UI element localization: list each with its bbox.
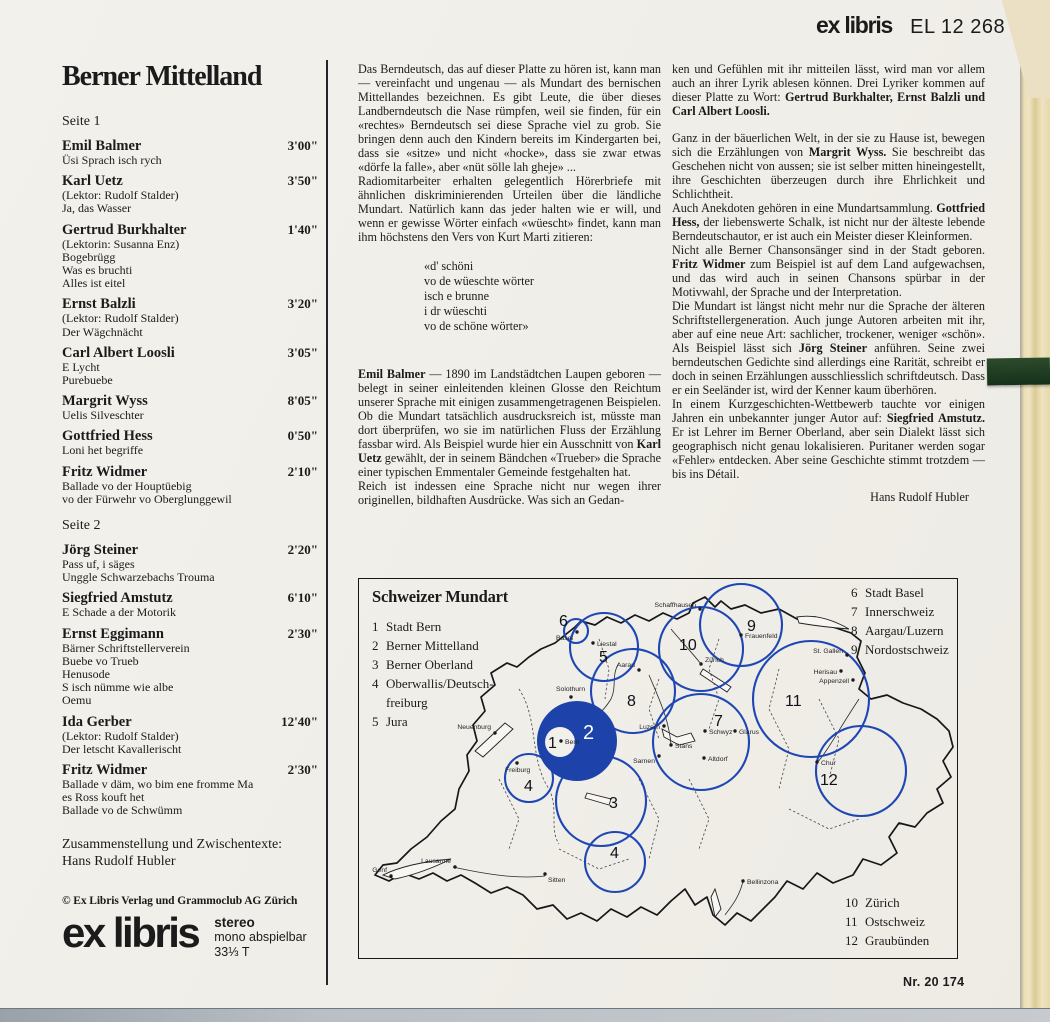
region-number: 3 [609,795,618,812]
track-item [62,222,318,291]
track-head [62,590,318,606]
region-number: 4 [524,778,533,795]
track-artist: Fritz Widmer [62,463,148,480]
city-dot [389,874,392,877]
track-lines: (Lektorin: Susanna Enz) Bogebrügg Was es bruchti Alles ist eitel [62,236,180,291]
kurt-marti-verse: «d' schöni vo de wüeschte wörter isch e brunne i dr wüeschti vo de schöne wörter» [424,259,534,333]
city-label: Zürich [705,657,724,664]
author-signature: Hans Rudolf Hubler [870,490,969,504]
legend-label: Graubünden [865,933,930,948]
river-rhone [453,867,545,877]
legend-number: 5 [372,714,379,729]
region-number: 9 [747,618,756,635]
track-head [62,173,318,189]
track-lines: E Lycht Purebuebe [62,359,113,388]
legend-number: 10 [845,895,858,910]
city-dot [703,729,706,732]
city-label: Aarau [616,662,635,669]
album-title: Berner Mittelland [62,61,262,92]
city-label: St. Gallen [813,648,843,655]
legend-label: Nordostschweiz [865,642,949,657]
track-item [62,542,318,584]
lake-constance [797,616,849,629]
track-item [62,138,318,167]
track-duration: 3'05" [287,344,318,360]
track-lines: (Lektor: Rudolf Stalder) Ja, das Wasser [62,188,179,216]
legend-number: 12 [845,933,858,948]
side2-tracks [62,542,318,818]
map-legend-left [372,617,504,731]
legend-item [851,640,949,659]
spec-mono: mono abspielbar [214,930,307,945]
legend-label: Stadt Bern [386,619,442,634]
track-duration: 2'30" [287,762,318,778]
canton-border [769,669,789,789]
legend-item [372,636,504,655]
city-dot [657,754,660,757]
exlibris-logo: ex libris [816,12,893,38]
legend-item [851,602,949,621]
format-specs [214,913,306,960]
continuation-paragraph: ken und Gefühlen mit ihr mitteilen lässt, wird man vor allem auch an ihrer Lyrik ablesen können. Drei Lyriker kommen auf dieser Platte zu Wort: Gertrud Burkhalter, Ernst Balzli und Carl Albert Loosli. [672,62,985,118]
legend-number: 8 [851,623,858,638]
legend-label: Oberwallis/Deutsch-freiburg [386,676,494,710]
city-label: Solothurn [556,686,586,693]
pressing-number: Nr. 20 174 [903,975,965,989]
track-duration: 0'50" [287,428,318,444]
exlibris-logo-large: ex libris [62,908,199,956]
column-divider [326,60,328,985]
city-dot [702,756,705,759]
legend-number: 4 [372,676,379,691]
track-duration: 3'20" [287,296,318,312]
liner-notes-column-1 [358,62,661,507]
track-item [62,464,318,506]
track-duration: 3'50" [287,173,318,189]
track-lines: Üsi Sprach isch rych [62,153,162,167]
city-dot [669,743,672,746]
side1-tracks [62,138,318,506]
city-label: Altdorf [708,756,728,763]
legend-number: 9 [851,642,858,657]
label-logo-row [62,908,318,960]
intro-paragraphs: Das Berndeutsch, das auf dieser Platte zu hören ist, kann man — vereinfacht und ungenau — als Mundart des bernischen Mittellandes bezeichnen. Es gibt Leute, die über dieses Landberndeutsch die Nase rümpfen, weil sie finden, für ein «rechtes» Berndeutsch sei diese Sprache viel zu grob. Sie bringen denn auch den Kindern bereits im Kindergarten bei, dass sie «sitze» und nicht «hocke», dass sie zwar etwas «dörfe la falle», aber «nüt sölle lah gheje» ... Radiomitarbeiter erhalten gelegentlich Hörerbriefe mit ähnlichen diskriminierenden Urteilen über die ländliche Mundart. Natürlich kann das jeder halten wie er will, und wenn er gewisse Wörter einfach «wüescht» findet, kann man ihm höchstens den Vers von Kurt Marti zitieren: [358,62,661,244]
sleeve-edge [1020,0,1050,1010]
legend-number: 7 [851,604,858,619]
track-duration: 6'10" [287,590,318,606]
legend-label: Stadt Basel [865,585,924,600]
legend-label: Zürich [865,895,900,910]
track-duration: 3'00" [287,138,318,153]
legend-item [845,912,929,931]
track-duration: 2'30" [287,625,318,641]
track-artist: Jörg Steiner [62,542,139,559]
track-artist: Gertrud Burkhalter [62,221,187,238]
city-dot [741,879,744,882]
track-item [62,590,318,619]
track-item [62,173,318,215]
region-number: 12 [820,772,838,789]
city-dot [515,761,518,764]
region-number: 10 [679,637,697,654]
track-lines: Bärner Schriftstellerverein Buebe vo Trueb Henusode S isch nümme wie albe Oemu [62,640,190,708]
region-circle-7 [653,694,749,790]
track-item [62,393,318,422]
track-artist: Margrit Wyss [62,393,148,410]
track-lines: Ballade v däm, wo bim ene fromme Ma es Ross kouft het Ballade vo de Schwümm [62,777,254,818]
legend-label: Berner Mittelland [386,638,479,653]
city-label: Herisau [813,669,837,676]
dialect-map [358,578,958,959]
track-item [62,296,318,338]
city-dot [851,678,854,681]
city-label: Schwyz [709,729,733,736]
track-lines: Loni het begriffe [62,443,144,458]
track-item [62,626,318,708]
canton-border [599,639,609,699]
green-tape-marker [987,357,1050,385]
track-duration: 2'20" [287,542,318,558]
legend-number: 3 [372,657,379,672]
city-label: Freiburg [505,767,531,774]
legend-label: Ostschweiz [865,914,925,929]
city-label: Luzern [639,724,660,731]
region-number: 11 [785,693,802,710]
legend-label: Berner Oberland [386,657,473,672]
city-dot [575,630,578,633]
region-number: 1 [548,735,557,752]
track-head [62,222,318,238]
city-label: Genf [372,867,387,874]
track-item [62,428,318,457]
legend-item [845,893,929,912]
track-head [62,762,318,778]
spec-rpm: 33⅓ T [214,944,250,959]
city-label: Bellinzona [747,879,779,886]
track-artist: Karl Uetz [62,173,123,190]
track-head [62,464,318,480]
track-lines: (Lektor: Rudolf Stalder) Der Wägchnächt [62,311,179,339]
city-label: Lausanne [421,858,451,865]
track-head [62,296,318,312]
city-label: Basel [555,635,573,642]
side1-label: Seite 1 [62,114,101,129]
region-circle-12 [816,726,906,816]
region-number: 7 [714,713,723,730]
city-label: Chur [821,760,836,767]
track-duration: 1'40" [287,221,318,237]
track-duration: 8'05" [287,393,318,409]
city-label: Liestal [597,641,617,648]
legend-label: Jura [386,714,408,729]
spec-stereo: stereo [214,914,255,930]
legend-number: 6 [851,585,858,600]
legend-item [372,617,504,636]
track-duration: 2'10" [287,463,318,479]
region-number: 6 [559,613,568,630]
map-title: Schweizer Mundart [372,587,509,606]
liner-notes-column-2 [672,62,985,504]
region-circle-9 [700,584,782,666]
city-label: Bern [565,739,580,746]
track-head [62,345,318,361]
city-label: Glarus [739,729,760,736]
city-dot [637,668,640,671]
track-lines: (Lektor: Rudolf Stalder) Der letscht Kavallerischt [62,728,182,756]
track-artist: Ernst Balzli [62,296,136,313]
track-duration: 12'40" [281,713,318,729]
city-dot [698,607,701,610]
river-ticino [725,881,743,915]
city-dot [839,669,842,672]
lake-thun [585,793,611,805]
track-item [62,345,318,387]
legend-item [851,621,949,640]
legend-number: 11 [845,914,858,929]
legend-item [851,583,949,602]
city-dot [845,653,848,656]
brand-header [816,12,1005,39]
river-rhine [817,699,859,763]
track-lines: Ballade vo der Houptüebig vo der Fürwehr vo Oberglunggewil [62,478,232,506]
copyright-line: © Ex Libris Verlag und Grammoclub AG Zürich [62,894,298,907]
legend-item [845,931,929,950]
track-item [62,762,318,818]
city-dot [591,641,594,644]
compilation-credits: Zusammenstellung und Zwischentexte: Hans Rudolf Hubler [62,836,283,870]
track-item [62,714,318,756]
legend-item [372,655,504,674]
side2-label: Seite 2 [62,518,101,534]
legend-number: 2 [372,638,379,653]
legend-item [372,712,504,731]
map-legend-right [851,583,949,659]
region-number: 2 [583,722,595,744]
city-dot [662,724,665,727]
map-legend-bottom [845,893,929,950]
city-dot [569,695,572,698]
city-dot [739,633,742,636]
city-dot [493,731,496,734]
catalog-number: EL 12 268 [910,16,1006,38]
city-label: Frauenfeld [745,633,778,640]
city-label: Appenzell [819,678,849,685]
legend-item [372,674,504,712]
track-head [62,626,318,642]
track-artist: Ernst Eggimann [62,625,164,642]
city-dot [543,872,546,875]
legend-label: Aargau/Luzern [865,623,944,638]
canton-border [789,809,859,829]
track-lines: Uelis Silveschter [62,408,144,423]
track-artist: Ida Gerber [62,713,132,730]
legend-number: 1 [372,619,379,634]
legend-label: Innerschweiz [865,604,935,619]
city-label: Sitten [548,877,566,884]
region-number: 5 [599,649,608,666]
city-dot [559,739,562,742]
track-head [62,393,318,409]
track-lines: Pass uf, i säges Unggle Schwarzebachs Trouma [62,557,215,585]
city-dot [733,729,736,732]
track-artist: Emil Balmer [62,138,142,154]
track-head [62,428,318,444]
city-label: Schaffhausen [654,602,696,609]
city-dot [453,865,456,868]
city-label: Sarnen [633,758,655,765]
track-artist: Carl Albert Loosli [62,344,175,361]
track-artist: Siegfried Amstutz [62,590,173,607]
bottom-edge-shadow [0,1008,1050,1022]
tracklist-column [62,62,318,959]
track-head [62,714,318,730]
balmer-paragraphs: Emil Balmer — 1890 im Landstädtchen Laupen geboren — belegt in seiner einleitenden kleinen Glosse den Reichtum unserer Sprache mit einigen zusammengetragenen Beispielen. Ob die Mundart tatsächlich ausdrucksreich ist, müsste man dort überprüfen, wo sie im natürlichen Fluss der Erzählung fassbar wird. Als Beispiel wurde hier ein Ausschnitt von Karl Uetz gewählt, der in seinem Bändchen «Trueber» die Sprache einer typischen Emmentaler Gemeinde festgehalten hat. Reich ist indessen eine Sprache nicht nur wegen ihrer originellen, bildhaften Ausdrücke. Was sich an Gedan- [358,367,661,507]
track-artist: Fritz Widmer [62,762,148,779]
track-artist: Gottfried Hess [62,428,153,445]
track-head [62,138,318,154]
city-label: Neuenburg [457,724,491,731]
city-label: Stans [675,743,693,750]
track-head [62,542,318,558]
track-lines: E Schade a der Motorik [62,605,176,620]
region-number: 8 [627,693,636,710]
city-dot [815,760,818,763]
city-dot [699,662,702,665]
authors-paragraphs: Ganz in der bäuerlichen Welt, in der sie zu Hause ist, bewegen sich die Erzählungen von Margrit Wyss. Sie beschreibt das Geschehen nicht von aussen; sie ist selber mitten hineingestellt, ihre Geschichten überzeugen durch ihre Ehrlichkeit und Schlichtheit. Auch Anekdoten gehören in eine Mundartsammlung. Gottfried Hess, der liebenswerte Schalk, ist nicht nur der älteste lebende Berndeutschautor, er ist auch ein Meister dieser Kleinformen. Nicht alle Berner Chansonsänger sind in der Stadt geboren. Fritz Widmer zum Beispiel ist auf dem Land aufgewachsen, und das wird auch in seinen Chansons spürbar in der Motivwahl, der Sprache und der Interpretation. Die Mundart ist längst nicht mehr nur die Sprache der älteren Schriftstellergeneration. Auch junge Autoren arbeiten mit ihr, aber auf eine neue Art: sachlicher, trockener, weniger «schön». Als Beispiel lässt sich Jörg Steiner anführen. Seine zwei berndeutschen Gedichte sind allerdings eine Rarität, schreibt er doch in seinen Erzählungen ausschliesslich schriftdeutsch. Dass er ein Seeländer ist, wird der Kenner kaum überhören. In einem Kurzgeschichten-Wettbewerb tauchte vor einigen Jahren ein unbekannter junger Autor auf: Siegfried Amstutz. Er ist Lehrer im Berner Oberland, aber sein Dialekt lässt sich geographisch nicht genau lokalisieren. Puritaner werden sogar «Fehler» entdecken. Aber seine Geschichte stimmt trotzdem — bis ins Détail. [672,131,985,481]
region-circle-4 [585,832,645,892]
region-number: 4 [610,845,619,862]
